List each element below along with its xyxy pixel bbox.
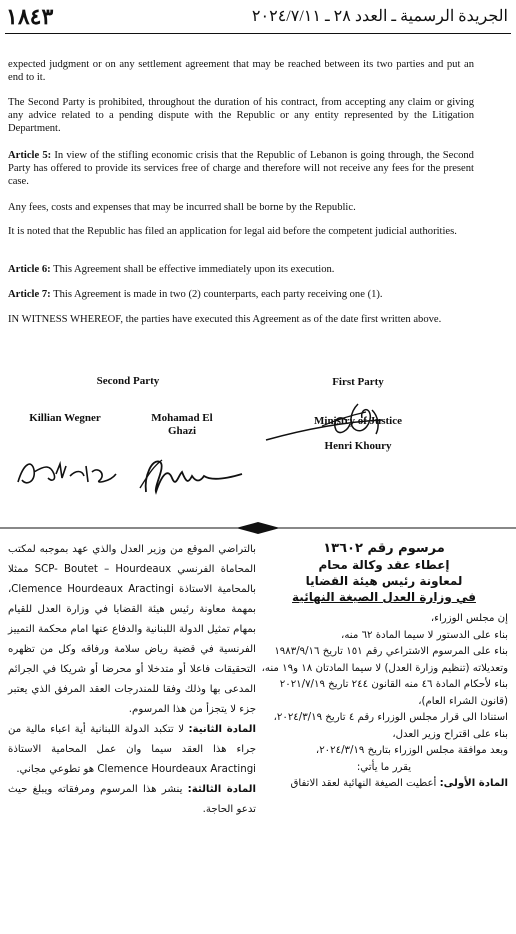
- english-paragraph: expected judgment or on any settlement agreement that may be reached between its two parties and put an end to it.: [8, 59, 474, 83]
- decree-continuation-column: [8, 540, 256, 820]
- decree-article-2: المادة الثانية: لا تتكبد الدولة اللبنانية أية اعباء مالية من جراء هذا العقد سيما وان عمل المحامية الاستاذة Clemence Hourdeaux Aractingi هو تطوعي مجاني.: [8, 724, 256, 775]
- article-label: Article 6:: [8, 264, 51, 275]
- signature-killian-wegner: [14, 452, 124, 492]
- second-party-label: Second Party: [96, 375, 160, 387]
- english-paragraph: It is noted that the Republic has filed an application for legal aid before the competent judicial authorities.: [8, 226, 457, 237]
- article-text: This Agreement shall be effective immediately upon its execution.: [50, 264, 335, 275]
- english-paragraph: The Second Party is prohibited, throughout the duration of his contract, from accepting any claim or giving any advice related to a pending dispute with the Republic or any entity represented by the Litigation Department.: [8, 97, 474, 134]
- signature-mohamad-el-ghazi: [132, 452, 252, 497]
- decree-recital: بناء على اقتراح وزير العدل،: [392, 728, 508, 740]
- decree-recital: بناء على المرسوم الاشتراعي رقم ١٥١ تاريخ ١٩٨٣/٩/١٦ وتعديلاته (تنظيم وزارة العدل) لا سيما المادتان ١٨ و١٩ منه،: [261, 646, 508, 674]
- page-number: ١٨٤٣: [6, 4, 54, 29]
- article-text: In view of the stifling economic crisis that the Republic of Lebanon is going through, the Second Party has offered to provide its services free of charge and therefore will not receive any fees for the present case.: [8, 150, 474, 187]
- decree-recital: إن مجلس الوزراء،: [430, 613, 508, 624]
- decree-recital: استنادا الى قرار مجلس الوزراء رقم ٤ تاريخ ٢٠٢٤/٣/١٩،: [273, 712, 508, 723]
- decree-article-1: المادة الأولى: أعطيت الصيغة النهائية لعقد الاتفاق: [290, 778, 508, 789]
- gazette-title: الجريدة الرسمية ـ العدد ٢٨ ـ ٢٠٢٤/٧/١١: [251, 8, 508, 25]
- english-paragraph: Any fees, costs and expenses that may be incurred shall be borne by the Republic.: [8, 202, 356, 213]
- decree-recital: وبعد موافقة مجلس الوزراء بتاريخ ٢٠٢٤/٣/١٩،: [315, 745, 508, 756]
- minister-name: Henri Khoury: [324, 440, 392, 452]
- decree-subtitle: إعطاء عقد وكالة محام: [318, 558, 450, 572]
- page-header: [0, 0, 516, 34]
- decree-article-1-cont: بالتراضي الموقع من وزير العدل والذي عهد بموجبه لمكتب المحاماة الفرنسي SCP- Boutet – Hourdeaux ممثلا بالمحامية الاستاذة Clemence Hourdeaux Aractingi، بمهمة معاونة رئيس هيئة القضايا في وزارة العدل للقيام بمهام تمثيل الدولة اللبنانية والدفاع عنها امام محكمة التمييز الفرنسية في قضية رياض سلامة ورفاقه وكل من تظهره التحقيقات فاعلا أو متدخلا أو محرضا أو شريكا في الجرائم المدعى بها وذلك وفقا للمندرجات العقد المرفق الذي يعتبر جزء لا يتجزأ من هذا المرسوم.: [8, 544, 256, 715]
- signature-ministry: [262, 392, 412, 448]
- section-divider: [0, 521, 516, 535]
- article-text: This Agreement is made in two (2) counterparts, each party receiving one (1).: [50, 289, 383, 300]
- article-6: [8, 263, 474, 276]
- decree-resolves: يقرر ما يأتي:: [356, 761, 412, 773]
- witness-clause: IN WITNESS WHEREOF, the parties have executed this Agreement as of the date first written above.: [8, 314, 442, 325]
- article-label: Article 7:: [8, 289, 51, 300]
- decree-column: [260, 540, 508, 793]
- article-label: Article 5:: [8, 150, 52, 161]
- decree-recital: بناء على الدستور لا سيما المادة ٦٢ منه،: [341, 629, 508, 641]
- signatory-name: Mohamad El Ghazi: [151, 412, 213, 437]
- decree-recital: بناء لأحكام المادة ٤٦ منه القانون ٢٤٤ تاريخ ٢٠٢١/٧/١٩ (قانون الشراء العام)،: [279, 679, 508, 707]
- decree-subtitle: في وزارة العدل الصيغة النهائية: [292, 590, 476, 604]
- signatory-name: Killian Wegner: [29, 412, 101, 424]
- first-party-label: First Party: [332, 376, 384, 388]
- decree-title: مرسوم رقم ١٣٦٠٢: [323, 541, 445, 556]
- ministry-label: Ministry of Justice: [314, 415, 402, 427]
- decree-subtitle: لمعاونة رئيس هيئة القضايا: [305, 574, 463, 588]
- article-7: [8, 288, 474, 301]
- decree-article-3: المادة الثالثة: ينشر هذا المرسوم ومرفقاته ويبلغ حيث تدعو الحاجة.: [8, 784, 256, 815]
- header-rule: [5, 33, 511, 34]
- article-5: [8, 149, 474, 188]
